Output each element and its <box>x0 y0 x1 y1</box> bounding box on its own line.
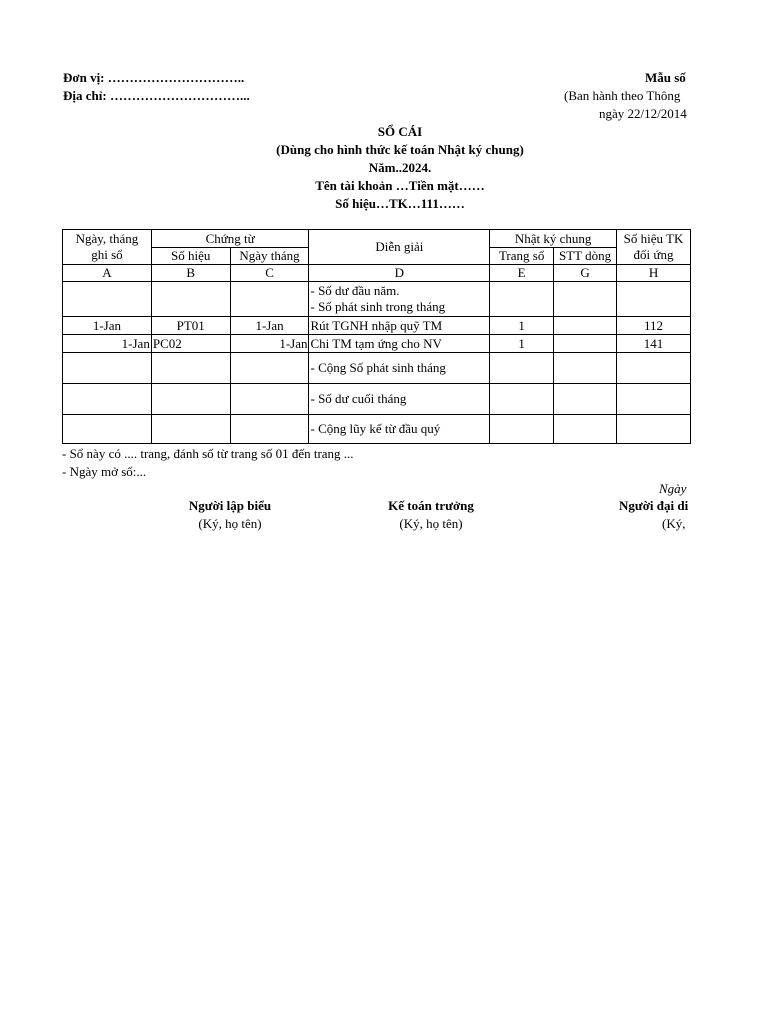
opening-row <box>63 282 691 317</box>
preparer-sign: (Ký, họ tên) <box>198 516 262 531</box>
account-code: Số hiệu…TK…111…… <box>335 196 465 211</box>
row-description: Rút TGNH nhập quỹ TM <box>309 317 490 335</box>
ledger-subtitle: (Dùng cho hình thức kế toán Nhật ký chung) <box>276 142 524 157</box>
letter-d: D <box>309 265 490 282</box>
row-page: 1 <box>490 317 554 335</box>
issued-under: (Ban hành theo Thông <box>564 88 681 103</box>
letter-b: B <box>151 265 230 282</box>
header-voucher: Chứng từ <box>151 230 309 248</box>
opening-lines: - Số dư đầu năm. - Số phát sinh trong tháng <box>309 282 490 317</box>
representative-title: Người đại di <box>619 498 689 513</box>
summary-row <box>63 384 691 415</box>
letters-row <box>63 265 691 282</box>
signature-date: Ngày <box>659 481 687 496</box>
row-contra: 141 <box>617 335 691 353</box>
header-voucher-date: Ngày tháng <box>230 248 309 265</box>
row-line <box>554 335 617 353</box>
letter-h: H <box>617 265 691 282</box>
letter-g: G <box>554 265 617 282</box>
row-description: Chi TM tạm ứng cho NV <box>309 335 490 353</box>
ledger-year: Năm..2024. <box>368 160 432 175</box>
row-date: 1-Jan <box>63 335 152 353</box>
summary-label: - Cộng lũy kế từ đầu quý <box>309 415 490 444</box>
header-journal: Nhật ký chung <box>490 230 617 248</box>
table-row <box>63 335 691 353</box>
summary-label: - Cộng Số phát sinh tháng <box>309 353 490 384</box>
row-voucher-date: 1-Jan <box>230 335 309 353</box>
form-number: Mẫu số <box>645 70 686 85</box>
ledger-table <box>62 229 691 444</box>
table-row <box>63 317 691 335</box>
issued-date: ngày 22/12/2014 <box>599 106 687 121</box>
address-label: Địa chỉ: …………………………... <box>63 88 250 103</box>
header-journal-line: STT dòng <box>554 248 617 265</box>
summary-label: - Số dư cuối tháng <box>309 384 490 415</box>
row-date: 1-Jan <box>63 317 152 335</box>
chief-accountant-title: Kế toán trưởng <box>388 498 474 513</box>
summary-row <box>63 415 691 444</box>
row-voucher-no: PT01 <box>151 317 230 335</box>
header-date-recorded: Ngày, tháng ghi sổ <box>63 230 152 265</box>
row-voucher-no: PC02 <box>151 335 230 353</box>
letter-e: E <box>490 265 554 282</box>
representative-sign: (Ký, <box>662 516 686 531</box>
letter-c: C <box>230 265 309 282</box>
row-line <box>554 317 617 335</box>
row-page: 1 <box>490 335 554 353</box>
ledger-title: SỔ CÁI <box>377 124 423 139</box>
letter-a: A <box>63 265 152 282</box>
header-contra-account: Số hiệu TK đối ứng <box>617 230 691 265</box>
header-voucher-no: Số hiệu <box>151 248 230 265</box>
chief-accountant-sign: (Ký, họ tên) <box>399 516 463 531</box>
row-contra: 112 <box>617 317 691 335</box>
header-description: Diễn giải <box>309 230 490 265</box>
open-date-note: - Ngày mở sổ:... <box>62 464 147 479</box>
preparer-title: Người lập biểu <box>188 498 272 513</box>
unit-label: Đơn vị: ………………………….. <box>63 70 245 85</box>
account-name: Tên tài khoản …Tiền mặt…… <box>315 178 485 193</box>
row-voucher-date: 1-Jan <box>230 317 309 335</box>
summary-row <box>63 353 691 384</box>
header-journal-page: Trang sổ <box>490 248 554 265</box>
pages-note: - Sổ này có .... trang, đánh số từ trang số 01 đến trang ... <box>62 446 354 461</box>
